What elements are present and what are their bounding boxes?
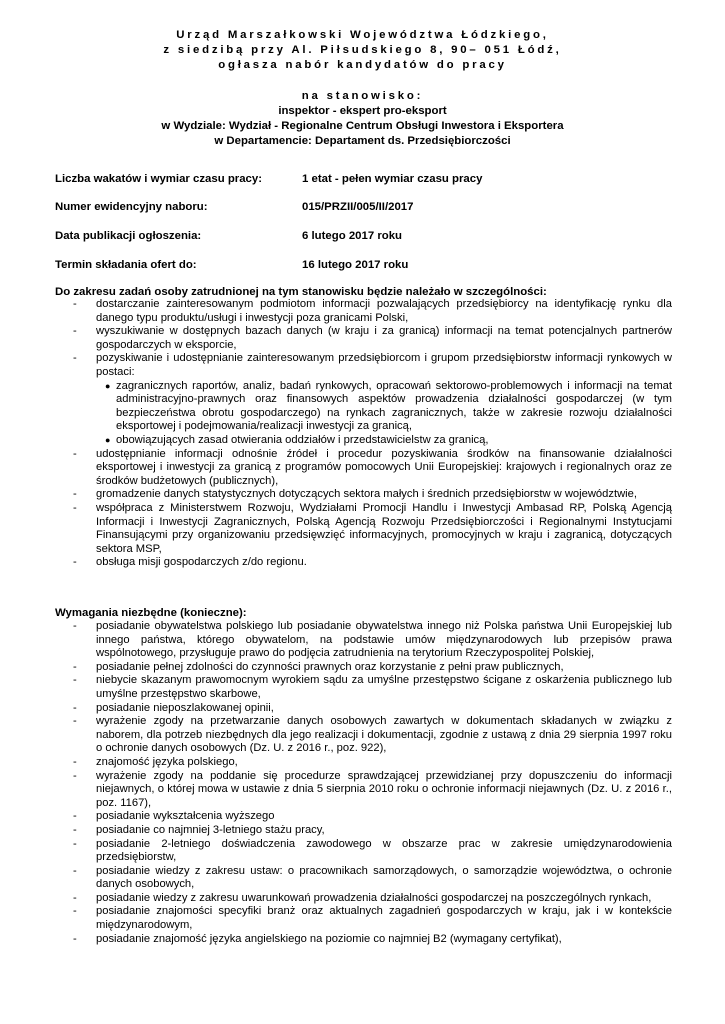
- list-item-text: obsługa misji gospodarczych z/do regionu.: [96, 556, 307, 569]
- header-line-2: z siedzibą przy Al. Piłsudskiego 8, 90– 051 Łódź,: [163, 44, 562, 56]
- position-intro: na stanowisko:: [301, 90, 424, 102]
- dash-icon: -: [73, 325, 77, 338]
- list-item-text: pozyskiwanie i udostępnianie zainteresowanym przedsiębiorcom i grupom przedsiębiorstw informacji rynkowych w postaci:: [96, 352, 672, 378]
- list-item: [55, 674, 672, 701]
- list-item-text: posiadanie co najmniej 3-letniego stażu pracy,: [96, 823, 325, 836]
- dash-icon: -: [73, 701, 77, 714]
- list-item: [55, 865, 672, 892]
- dash-icon: -: [73, 674, 77, 687]
- list-item: [55, 838, 672, 865]
- detail-value: 1 etat - pełen wymiar czasu pracy: [302, 173, 483, 185]
- list-item-text: obowiązujących zasad otwierania oddziałów i przedstawicielstw za granicą,: [116, 433, 489, 446]
- list-item: [55, 824, 672, 838]
- list-item: [55, 620, 672, 661]
- list-item: [55, 448, 672, 489]
- dash-icon: -: [73, 755, 77, 768]
- detail-value: 16 lutego 2017 roku: [302, 259, 409, 271]
- list-item: [55, 770, 672, 811]
- dash-icon: -: [73, 447, 77, 460]
- list-item-text: zagranicznych raportów, analiz, badań rynkowych, opracowań sektorowo-problemowych i informacji na temat administracyjno-prawnych oraz finansowych aspektów prowadzenia działalności gospodarczej (w tym bezpieczeństwa obrotu gospodarczego) na rynkach zagranicznych, także w zakresie rozwoju działalności eksportowej i podejmowania/realizacji inwestycji za granicą,: [116, 379, 672, 433]
- list-item: [55, 298, 672, 325]
- list-item-text: wyszukiwanie w dostępnych bazach danych (w kraju i za granicą) informacji na temat potencjalnych partnerów gospodarczych w eksporcie,: [96, 325, 672, 351]
- list-item: [55, 756, 672, 770]
- dash-icon: -: [73, 660, 77, 673]
- detail-label: Termin składania ofert do:: [55, 259, 197, 271]
- detail-label: Liczba wakatów i wymiar czasu pracy:: [55, 173, 263, 185]
- list-item-text: posiadanie wiedzy z zakresu ustaw: o pracownikach samorządowych, o samorządzie województwa, o ochronie danych osobowych,: [96, 864, 672, 891]
- list-item-text: posiadanie pełnej zdolności do czynności prawnych oraz korzystanie z pełni praw publicznych,: [96, 660, 564, 673]
- dash-icon: -: [73, 810, 77, 823]
- list-item-text: posiadanie wykształcenia wyższego: [96, 810, 275, 823]
- list-item: [55, 702, 672, 716]
- list-item: [55, 325, 672, 352]
- list-item: [55, 556, 672, 570]
- dash-icon: -: [73, 823, 77, 836]
- list-item: [55, 434, 672, 448]
- dash-icon: -: [73, 905, 77, 918]
- list-item-text: posiadanie nieposzlakowanej opinii,: [96, 701, 274, 714]
- detail-label: Data publikacji ogłoszenia:: [55, 230, 202, 242]
- list-item-text: posiadanie znajomość języka angielskiego na poziomie co najmniej B2 (wymagany certyfikat),: [96, 932, 562, 945]
- dash-icon: -: [73, 715, 77, 728]
- list-item-text: gromadzenie danych statystycznych dotyczących sektora małych i średnich przedsiębiorstw w województwie,: [96, 488, 637, 501]
- header-line-3: ogłasza nabór kandydatów do pracy: [218, 59, 507, 71]
- list-item-text: dostarczanie zainteresowanym podmiotom informacji pozwalających przedsiębiorcy na identyfikację rynku dla danego typu produktu/usługi i inwestycji poza granicami Polski,: [96, 298, 672, 324]
- list-item: [55, 488, 672, 502]
- dash-icon: -: [73, 620, 77, 632]
- list-item: [55, 352, 672, 379]
- list-item-text: posiadanie znajomości specyfiki branż oraz aktualnych zagadnień gospodarczych w kraju, jak i w kontekście międzynarodowym,: [96, 905, 672, 932]
- position-title: inspektor - ekspert pro-eksport: [278, 105, 447, 117]
- dash-icon: -: [73, 298, 77, 310]
- list-item: [55, 933, 672, 947]
- list-item: [55, 905, 672, 932]
- bullet-icon: ●: [105, 434, 111, 445]
- detail-value: 015/PRZII/005/II/2017: [302, 201, 414, 213]
- dash-icon: -: [73, 864, 77, 877]
- list-item-text: posiadanie obywatelstwa polskiego lub posiadanie obywatelstwa innego niż Polska państwa Unii Europejskiej lub innego państwa, którego obywatelom, na podstawie umów międzynarodowych lub przepisów prawa wspólnotowego, przysługuje prawo do podjęcia zatrudnienia na terytorium Rzeczypospolitej Polskiej,: [96, 620, 672, 660]
- division-name: w Departamencie: Departament ds. Przedsiębiorczości: [214, 135, 511, 147]
- duties-title: Do zakresu zadań osoby zatrudnionej na tym stanowisku będzie należało w szczególności:: [55, 286, 547, 298]
- list-item: [55, 892, 672, 906]
- dash-icon: -: [73, 891, 77, 904]
- dash-icon: -: [73, 932, 77, 945]
- list-item-text: wyrażenie zgody na przetwarzanie danych osobowych zawartych w dokumentach składanych w związku z naborem, dla potrzeb niezbędnych dla jego realizacji i dokumentacji, zgodnie z ustawą z dnia 29 sierpnia 1997 roku o ochronie danych osobowych (Dz. U. z 2016 r., poz. 922),: [96, 715, 672, 755]
- list-item-text: znajomość języka polskiego,: [96, 755, 238, 768]
- list-item-text: współpraca z Ministerstwem Rozwoju, Wydziałami Promocji Handlu i Inwestycji Ambasad RP, Polską Agencją Informacji i Inwestycji Zagranicznych, Polską Agencją Rozwoju Przedsiębiorczości i Regionalnymi Instytucjami Finansującymi przy organizowaniu przedsięwzięć informacyjnych, promocyjnych w kraju i zagranicą, dotyczących sektora MSP,: [96, 501, 672, 555]
- dash-icon: -: [73, 769, 77, 782]
- duties-list: [55, 298, 672, 570]
- bullet-icon: ●: [105, 380, 111, 391]
- detail-label: Numer ewidencyjny naboru:: [55, 201, 208, 213]
- list-item-text: wyrażenie zgody na poddanie się procedurze sprawdzającej przewidzianej przy dopuszczeniu do informacji niejawnych, o której mowa w ustawie z dnia 5 sierpnia 2010 roku o ochronie informacji niejawnych (Dz. U. z 2016 r., poz. 1167),: [96, 769, 672, 809]
- list-item-text: niebycie skazanym prawomocnym wyrokiem sądu za umyślne przestępstwo ścigane z oskarżenia publicznego lub umyślne przestępstwo skarbowe,: [96, 674, 672, 700]
- dash-icon: -: [73, 837, 77, 850]
- list-item: [55, 810, 672, 824]
- list-item-text: udostępnianie informacji odnośnie źródeł i procedur pozyskiwania środków na finansowanie działalności eksportowej i inwestycji za granicą z programów pomocowych Unii Europejskiej: krajowych i regionalnych oraz ze środków budżetowych (publicznych),: [96, 447, 672, 487]
- list-item: [55, 502, 672, 556]
- requirements-title: Wymagania niezbędne (konieczne):: [55, 607, 247, 619]
- list-item: [55, 380, 672, 434]
- list-item: [55, 661, 672, 675]
- department-name: w Wydziale: Wydział - Regionalne Centrum Obsługi Inwestora i Eksportera: [161, 120, 564, 132]
- dash-icon: -: [73, 352, 77, 365]
- dash-icon: -: [73, 556, 77, 569]
- detail-value: 6 lutego 2017 roku: [302, 230, 403, 242]
- list-item: [55, 715, 672, 756]
- dash-icon: -: [73, 501, 77, 514]
- list-item-text: posiadanie 2-letniego doświadczenia zawodowego w obszarze prac w zakresie umiędzynarodowienia przedsiębiorstw,: [96, 837, 672, 864]
- header-line-1: Urząd Marszałkowski Województwa Łódzkiego,: [176, 29, 549, 41]
- dash-icon: -: [73, 488, 77, 501]
- list-item-text: posiadanie wiedzy z zakresu uwarunkowań prowadzenia działalności gospodarczej na poszczególnych rynkach,: [96, 891, 652, 904]
- requirements-list: [55, 620, 672, 946]
